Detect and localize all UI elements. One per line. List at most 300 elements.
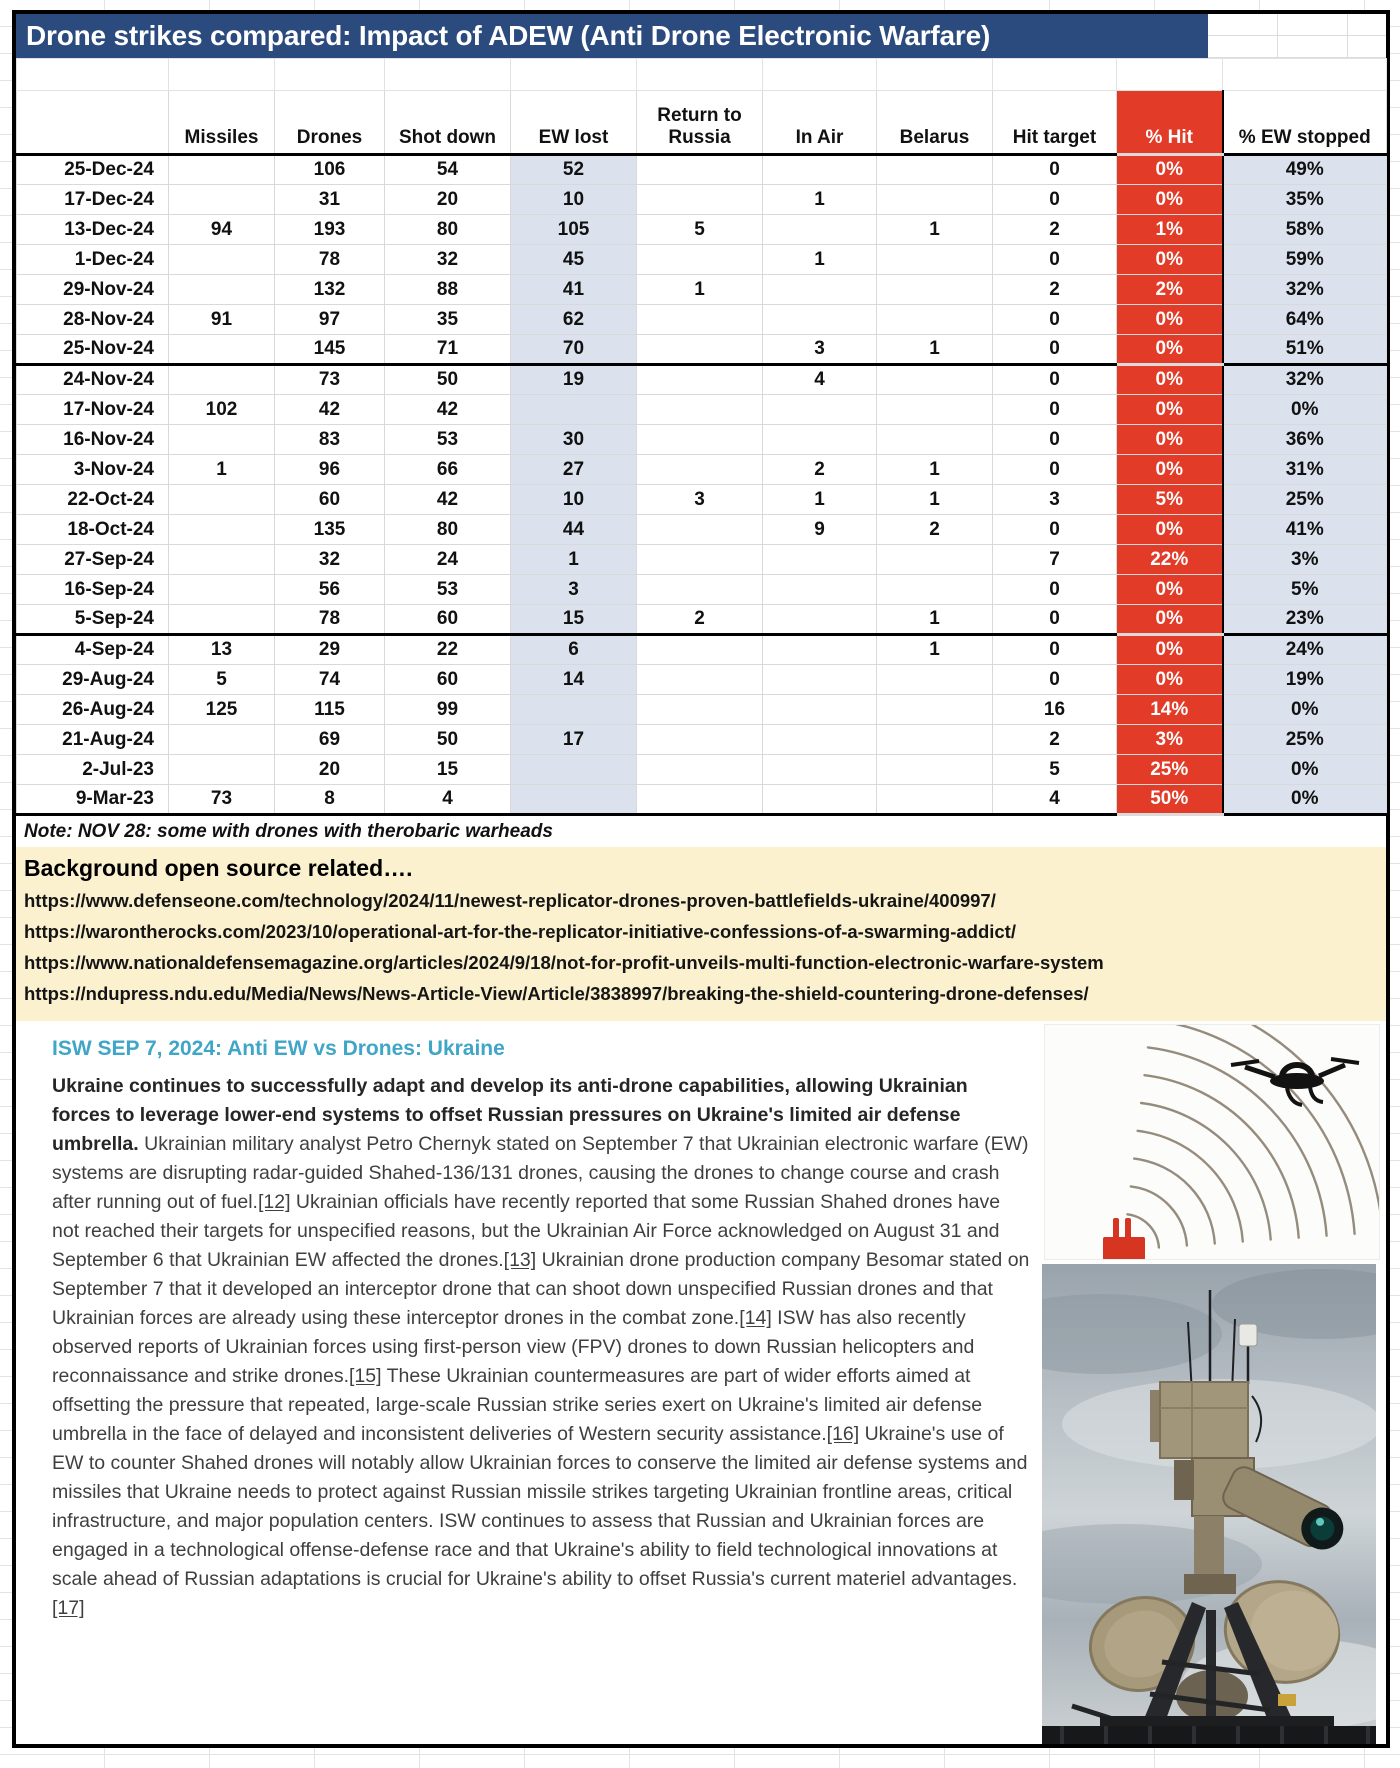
table-cell[interactable]: 10	[511, 485, 637, 515]
table-cell[interactable]: 24-Nov-24	[17, 365, 169, 395]
table-cell[interactable]	[763, 725, 877, 755]
table-cell[interactable]: 106	[275, 155, 385, 185]
table-cell[interactable]: 1	[763, 185, 877, 215]
table-cell[interactable]: 42	[385, 485, 511, 515]
empty-cell[interactable]	[763, 59, 877, 91]
table-cell[interactable]: 0%	[1117, 185, 1223, 215]
table-cell[interactable]: 3	[637, 485, 763, 515]
table-cell[interactable]	[169, 515, 275, 545]
table-cell[interactable]: 36%	[1223, 425, 1387, 455]
table-cell[interactable]	[169, 335, 275, 365]
table-cell[interactable]: 42	[275, 395, 385, 425]
table-cell[interactable]	[511, 755, 637, 785]
table-cell[interactable]	[637, 725, 763, 755]
paragraph-text: Ukrainian military analyst Petro Chernyk stated on September 7 that Ukrainian electronic warfare (EW) systems are disrupting radar-guided Shahed-136/131 drones, causing the drones to change course and crash after running out of fuel.	[52, 1133, 1029, 1213]
table-cell[interactable]: 31%	[1223, 455, 1387, 485]
table-cell[interactable]: 0	[993, 605, 1117, 635]
table-row	[17, 305, 1387, 335]
table-cell[interactable]: 3%	[1223, 545, 1387, 575]
table-cell[interactable]: 5%	[1117, 485, 1223, 515]
table-cell[interactable]: 51%	[1223, 335, 1387, 365]
empty-cell[interactable]	[17, 59, 169, 91]
table-cell[interactable]: 88	[385, 275, 511, 305]
table-cell[interactable]: 1	[169, 455, 275, 485]
table-cell[interactable]: 0	[993, 395, 1117, 425]
table-cell[interactable]: 25-Dec-24	[17, 155, 169, 185]
table-cell[interactable]: 6	[511, 635, 637, 665]
table-cell[interactable]	[169, 185, 275, 215]
source-link[interactable]: https://ndupress.ndu.edu/Media/News/News-Article-View/Article/3838997/breaking-the-shield-countering-drone-defenses/	[24, 983, 1089, 1004]
table-cell[interactable]: 60	[385, 665, 511, 695]
table-cell[interactable]: 0%	[1117, 365, 1223, 395]
table-cell[interactable]: 0%	[1117, 575, 1223, 605]
table-cell[interactable]: 27	[511, 455, 637, 485]
table-cell[interactable]: 80	[385, 215, 511, 245]
isw-article-heading: ISW SEP 7, 2024: Anti EW vs Drones: Ukraine	[52, 1037, 505, 1060]
empty-cells-corner	[1208, 14, 1386, 58]
table-cell[interactable]: 0%	[1117, 605, 1223, 635]
footnote-ref[interactable]: [16]	[826, 1423, 860, 1445]
source-link[interactable]: https://www.nationaldefensemagazine.org/articles/2024/9/18/not-for-profit-unveils-multi-function-electronic-warfare-system	[24, 952, 1104, 973]
table-row	[17, 725, 1387, 755]
table-cell[interactable]: 50	[385, 365, 511, 395]
table-cell[interactable]: 2	[637, 605, 763, 635]
column-header[interactable]	[17, 91, 169, 155]
table-cell[interactable]: 0%	[1117, 305, 1223, 335]
table-row	[17, 215, 1387, 245]
column-header[interactable]: % Hit	[1117, 91, 1223, 155]
table-cell[interactable]: 78	[275, 605, 385, 635]
table-cell[interactable]	[511, 695, 637, 725]
table-cell[interactable]: 0	[993, 185, 1117, 215]
table-cell[interactable]: 0	[993, 245, 1117, 275]
table-cell[interactable]	[877, 575, 993, 605]
table-cell[interactable]: 0	[993, 305, 1117, 335]
table-cell[interactable]: 22-Oct-24	[17, 485, 169, 515]
table-cell[interactable]	[169, 755, 275, 785]
column-header[interactable]: Drones	[275, 91, 385, 155]
table-cell[interactable]: 0%	[1117, 395, 1223, 425]
table-cell[interactable]: 3	[511, 575, 637, 605]
table-cell[interactable]: 29	[275, 635, 385, 665]
column-header[interactable]: In Air	[763, 91, 877, 155]
table-cell[interactable]: 42	[385, 395, 511, 425]
table-cell[interactable]: 70	[511, 335, 637, 365]
table-cell[interactable]: 53	[385, 425, 511, 455]
empty-cell[interactable]	[385, 59, 511, 91]
table-cell[interactable]	[637, 455, 763, 485]
header-row	[17, 91, 1387, 155]
ew-turret-graphic	[1042, 1264, 1376, 1744]
ew-turret-photo	[1042, 1264, 1376, 1744]
table-cell[interactable]	[637, 545, 763, 575]
table-cell[interactable]: 20	[385, 185, 511, 215]
table-row	[17, 545, 1387, 575]
table-cell[interactable]: 16-Nov-24	[17, 425, 169, 455]
empty-cell[interactable]	[637, 59, 763, 91]
table-cell[interactable]	[511, 395, 637, 425]
table-cell[interactable]: 3	[763, 335, 877, 365]
footnote-ref[interactable]: [17]	[52, 1597, 85, 1619]
table-cell[interactable]	[877, 305, 993, 335]
table-cell[interactable]: 15	[511, 605, 637, 635]
table-cell[interactable]: 18-Oct-24	[17, 515, 169, 545]
table-row	[17, 455, 1387, 485]
table-cell[interactable]: 1	[877, 485, 993, 515]
paragraph-text: Ukraine's use of EW to counter Shahed drones will notably allow Ukrainian forces to conserve the limited air defense systems and missiles that Ukraine needs to protect against Russian missile strikes targeting Ukrainian frontline areas, critical infrastructure, and major population centers. ISW continues to assess that Russian and Ukrainian forces are engaged in a technological offense-defense race and that Ukraine's ability to field technological innovations at scale ahead of Russian adaptations is crucial for Ukraine's ability to offset Russia's current materiel advantages.	[52, 1423, 1028, 1590]
table-cell[interactable]: 21-Aug-24	[17, 725, 169, 755]
table-cell[interactable]: 22	[385, 635, 511, 665]
column-header[interactable]: Shot down	[385, 91, 511, 155]
table-cell[interactable]: 0%	[1223, 695, 1387, 725]
table-cell[interactable]	[169, 725, 275, 755]
empty-cell[interactable]	[275, 59, 385, 91]
table-cell[interactable]	[169, 365, 275, 395]
table-cell[interactable]: 25%	[1117, 755, 1223, 785]
empty-cell[interactable]	[1117, 59, 1223, 91]
table-cell[interactable]: 193	[275, 215, 385, 245]
table-cell[interactable]: 78	[275, 245, 385, 275]
table-cell[interactable]: 1	[877, 605, 993, 635]
table-cell[interactable]: 54	[385, 155, 511, 185]
table-cell[interactable]: 69	[275, 725, 385, 755]
table-cell[interactable]	[763, 395, 877, 425]
empty-cell[interactable]	[511, 59, 637, 91]
table-cell[interactable]: 49%	[1223, 155, 1387, 185]
table-cell[interactable]: 53	[385, 575, 511, 605]
table-cell[interactable]	[169, 245, 275, 275]
table-cell[interactable]	[877, 665, 993, 695]
table-cell[interactable]: 0	[993, 515, 1117, 545]
page-title: Drone strikes compared: Impact of ADEW (Anti Drone Electronic Warfare)	[16, 14, 1208, 58]
table-cell[interactable]	[637, 245, 763, 275]
table-cell[interactable]: 125	[169, 695, 275, 725]
column-header[interactable]: Return to Russia	[637, 91, 763, 155]
table-cell[interactable]: 19%	[1223, 665, 1387, 695]
table-cell[interactable]: 0%	[1117, 635, 1223, 665]
table-cell[interactable]	[637, 185, 763, 215]
table-cell[interactable]: 4-Sep-24	[17, 635, 169, 665]
table-cell[interactable]: 44	[511, 515, 637, 545]
table-cell[interactable]	[637, 665, 763, 695]
table-cell[interactable]	[637, 635, 763, 665]
table-cell[interactable]: 22%	[1117, 545, 1223, 575]
table-cell[interactable]: 35	[385, 305, 511, 335]
table-cell[interactable]	[877, 275, 993, 305]
table-row	[17, 185, 1387, 215]
table-row	[17, 425, 1387, 455]
table-cell[interactable]: 0	[993, 575, 1117, 605]
table-cell[interactable]	[877, 785, 993, 815]
table-cell[interactable]	[169, 425, 275, 455]
paragraph-text: Ukrainian drone production company Besomar stated on September 7 that it developed an interceptor drone that can shoot down unspecified Russian drones and that Ukrainian forces are already using these interceptor drones in the combat zone.	[52, 1249, 1030, 1329]
table-cell[interactable]	[637, 755, 763, 785]
table-row	[17, 695, 1387, 725]
table-cell[interactable]: 45	[511, 245, 637, 275]
table-cell[interactable]: 58%	[1223, 215, 1387, 245]
table-cell[interactable]: 2	[993, 215, 1117, 245]
table-cell[interactable]: 1	[637, 275, 763, 305]
table-cell[interactable]: 5	[637, 215, 763, 245]
table-cell[interactable]: 73	[169, 785, 275, 815]
table-cell[interactable]	[877, 725, 993, 755]
empty-cell[interactable]	[993, 59, 1117, 91]
table-cell[interactable]: 27-Sep-24	[17, 545, 169, 575]
table-cell[interactable]: 96	[275, 455, 385, 485]
table-cell[interactable]: 60	[275, 485, 385, 515]
table-cell[interactable]: 25%	[1223, 485, 1387, 515]
table-cell[interactable]	[877, 395, 993, 425]
table-cell[interactable]: 50%	[1117, 785, 1223, 815]
table-cell[interactable]: 4	[385, 785, 511, 815]
table-cell[interactable]	[637, 695, 763, 725]
table-cell[interactable]	[877, 365, 993, 395]
table-cell[interactable]	[637, 395, 763, 425]
table-cell[interactable]: 97	[275, 305, 385, 335]
table-cell[interactable]	[763, 635, 877, 665]
table-row	[17, 605, 1387, 635]
table-cell[interactable]	[637, 515, 763, 545]
drone-icon	[1231, 1059, 1359, 1105]
table-cell[interactable]: 91	[169, 305, 275, 335]
table-row	[17, 785, 1387, 815]
table-cell[interactable]: 94	[169, 215, 275, 245]
table-cell[interactable]: 62	[511, 305, 637, 335]
table-cell[interactable]: 0%	[1223, 395, 1387, 425]
table-cell[interactable]: 105	[511, 215, 637, 245]
table-cell[interactable]: 24	[385, 545, 511, 575]
table-cell[interactable]: 5	[993, 755, 1117, 785]
table-cell[interactable]: 0	[993, 425, 1117, 455]
table-cell[interactable]	[877, 185, 993, 215]
table-cell[interactable]: 2	[993, 725, 1117, 755]
table-cell[interactable]: 0%	[1223, 755, 1387, 785]
table-cell[interactable]: 8	[275, 785, 385, 815]
table-cell[interactable]	[763, 785, 877, 815]
table-cell[interactable]: 2	[763, 455, 877, 485]
table-cell[interactable]: 23%	[1223, 605, 1387, 635]
column-header[interactable]: EW lost	[511, 91, 637, 155]
table-cell[interactable]: 41	[511, 275, 637, 305]
table-cell[interactable]	[763, 575, 877, 605]
table-cell[interactable]: 0	[993, 635, 1117, 665]
table-body	[17, 155, 1387, 815]
table-cell[interactable]	[877, 155, 993, 185]
table-cell[interactable]: 1%	[1117, 215, 1223, 245]
table-cell[interactable]: 0%	[1223, 785, 1387, 815]
table-cell[interactable]	[169, 605, 275, 635]
table-cell[interactable]	[877, 755, 993, 785]
table-cell[interactable]: 28-Nov-24	[17, 305, 169, 335]
table-cell[interactable]: 1	[877, 215, 993, 245]
table-cell[interactable]: 102	[169, 395, 275, 425]
table-cell[interactable]: 0%	[1117, 665, 1223, 695]
table-cell[interactable]	[877, 695, 993, 725]
table-cell[interactable]: 115	[275, 695, 385, 725]
table-cell[interactable]	[763, 605, 877, 635]
table-cell[interactable]: 9-Mar-23	[17, 785, 169, 815]
table-cell[interactable]: 52	[511, 155, 637, 185]
table-cell[interactable]	[877, 545, 993, 575]
table-cell[interactable]: 10	[511, 185, 637, 215]
table-cell[interactable]: 1	[877, 335, 993, 365]
table-cell[interactable]: 73	[275, 365, 385, 395]
table-cell[interactable]: 7	[993, 545, 1117, 575]
table-cell[interactable]: 0%	[1117, 425, 1223, 455]
table-cell[interactable]: 32	[385, 245, 511, 275]
table-cell[interactable]: 4	[993, 785, 1117, 815]
table-cell[interactable]	[511, 785, 637, 815]
table-cell[interactable]: 16-Sep-24	[17, 575, 169, 605]
table-cell[interactable]	[877, 425, 993, 455]
table-cell[interactable]: 20	[275, 755, 385, 785]
table-cell[interactable]	[763, 275, 877, 305]
table-cell[interactable]: 1	[877, 455, 993, 485]
table-cell[interactable]: 1	[763, 485, 877, 515]
table-cell[interactable]	[763, 305, 877, 335]
table-cell[interactable]: 2-Jul-23	[17, 755, 169, 785]
table-cell[interactable]: 41%	[1223, 515, 1387, 545]
table-row	[17, 155, 1387, 185]
footnote-ref[interactable]: [15]	[349, 1365, 382, 1387]
table-cell[interactable]: 4	[763, 365, 877, 395]
table-cell[interactable]: 25%	[1223, 725, 1387, 755]
table-cell[interactable]: 71	[385, 335, 511, 365]
table-cell[interactable]: 1	[511, 545, 637, 575]
table-cell[interactable]: 29-Nov-24	[17, 275, 169, 305]
table-cell[interactable]: 0%	[1117, 245, 1223, 275]
table-cell[interactable]: 25-Nov-24	[17, 335, 169, 365]
column-header[interactable]: Belarus	[877, 91, 993, 155]
table-cell[interactable]: 32%	[1223, 275, 1387, 305]
table-cell[interactable]: 5%	[1223, 575, 1387, 605]
table-cell[interactable]: 83	[275, 425, 385, 455]
table-cell[interactable]: 1	[877, 635, 993, 665]
table-cell[interactable]	[637, 785, 763, 815]
table-cell[interactable]	[169, 155, 275, 185]
table-cell[interactable]	[637, 365, 763, 395]
table-cell[interactable]: 0	[993, 665, 1117, 695]
table-cell[interactable]	[637, 575, 763, 605]
table-row	[17, 755, 1387, 785]
source-link[interactable]: https://warontherocks.com/2023/10/operational-art-for-the-replicator-initiative-confessions-of-a-swarming-addict/	[24, 921, 1016, 942]
table-cell[interactable]: 80	[385, 515, 511, 545]
table-cell[interactable]: 32	[275, 545, 385, 575]
table-cell[interactable]: 74	[275, 665, 385, 695]
table-cell[interactable]: 135	[275, 515, 385, 545]
empty-cell[interactable]	[169, 59, 275, 91]
table-cell[interactable]	[763, 155, 877, 185]
table-cell[interactable]	[763, 755, 877, 785]
table-cell[interactable]: 24%	[1223, 635, 1387, 665]
table-cell[interactable]	[637, 425, 763, 455]
table-cell[interactable]: 26-Aug-24	[17, 695, 169, 725]
column-header[interactable]: Hit target	[993, 91, 1117, 155]
table-cell[interactable]: 16	[993, 695, 1117, 725]
table-cell[interactable]: 5	[169, 665, 275, 695]
table-cell[interactable]: 3	[993, 485, 1117, 515]
footnote-ref[interactable]: [12]	[257, 1191, 291, 1213]
table-cell[interactable]: 59%	[1223, 245, 1387, 275]
column-header[interactable]: Missiles	[169, 91, 275, 155]
table-cell[interactable]	[169, 545, 275, 575]
table-cell[interactable]: 5-Sep-24	[17, 605, 169, 635]
table-cell[interactable]: 0%	[1117, 155, 1223, 185]
table-cell[interactable]	[169, 485, 275, 515]
source-link[interactable]: https://www.defenseone.com/technology/2024/11/newest-replicator-drones-proven-battlefields-ukraine/400997/	[24, 890, 996, 911]
table-cell[interactable]: 17-Nov-24	[17, 395, 169, 425]
empty-cell[interactable]	[877, 59, 993, 91]
table-cell[interactable]	[763, 665, 877, 695]
footnote-ref[interactable]: [13]	[503, 1249, 537, 1271]
table-cell[interactable]: 0%	[1117, 455, 1223, 485]
table-cell[interactable]	[169, 575, 275, 605]
table-cell[interactable]	[637, 305, 763, 335]
table-cell[interactable]: 1-Dec-24	[17, 245, 169, 275]
table-cell[interactable]: 13	[169, 635, 275, 665]
table-cell[interactable]: 64%	[1223, 305, 1387, 335]
table-cell[interactable]: 66	[385, 455, 511, 485]
table-cell[interactable]: 0	[993, 335, 1117, 365]
table-cell[interactable]: 2	[993, 275, 1117, 305]
table-cell[interactable]: 0	[993, 455, 1117, 485]
table-cell[interactable]: 0%	[1117, 335, 1223, 365]
table-cell[interactable]: 0	[993, 155, 1117, 185]
table-cell[interactable]: 29-Aug-24	[17, 665, 169, 695]
table-cell[interactable]: 35%	[1223, 185, 1387, 215]
table-cell[interactable]: 1	[763, 245, 877, 275]
table-cell[interactable]	[763, 215, 877, 245]
jammer-waves-graphic	[1045, 1025, 1379, 1259]
table-cell[interactable]	[877, 245, 993, 275]
table-cell[interactable]: 17	[511, 725, 637, 755]
table-cell[interactable]: 13-Dec-24	[17, 215, 169, 245]
table-cell[interactable]: 32%	[1223, 365, 1387, 395]
table-cell[interactable]: 15	[385, 755, 511, 785]
table-cell[interactable]	[637, 335, 763, 365]
table-cell[interactable]: 19	[511, 365, 637, 395]
table-cell[interactable]: 9	[763, 515, 877, 545]
table-cell[interactable]: 145	[275, 335, 385, 365]
table-cell[interactable]: 17-Dec-24	[17, 185, 169, 215]
table-cell[interactable]	[169, 275, 275, 305]
footnote-ref[interactable]: [14]	[739, 1307, 772, 1329]
table-cell[interactable]: 3%	[1117, 725, 1223, 755]
table-cell[interactable]: 31	[275, 185, 385, 215]
table-cell[interactable]: 0%	[1117, 515, 1223, 545]
table-cell[interactable]: 132	[275, 275, 385, 305]
column-header[interactable]: % EW stopped	[1223, 91, 1387, 155]
table-cell[interactable]: 2%	[1117, 275, 1223, 305]
table-row	[17, 335, 1387, 365]
table-cell[interactable]: 14%	[1117, 695, 1223, 725]
table-cell[interactable]: 99	[385, 695, 511, 725]
table-cell[interactable]	[763, 425, 877, 455]
table-cell[interactable]: 60	[385, 605, 511, 635]
table-cell[interactable]	[763, 545, 877, 575]
table-cell[interactable]	[763, 695, 877, 725]
table-cell[interactable]	[637, 155, 763, 185]
table-cell[interactable]: 30	[511, 425, 637, 455]
table-cell[interactable]: 2	[877, 515, 993, 545]
table-cell[interactable]: 14	[511, 665, 637, 695]
table-cell[interactable]: 3-Nov-24	[17, 455, 169, 485]
table-cell[interactable]: 50	[385, 725, 511, 755]
table-cell[interactable]: 0	[993, 365, 1117, 395]
table-cell[interactable]: 56	[275, 575, 385, 605]
jammer-device-icon	[1103, 1218, 1145, 1259]
empty-cell[interactable]	[1223, 59, 1387, 91]
